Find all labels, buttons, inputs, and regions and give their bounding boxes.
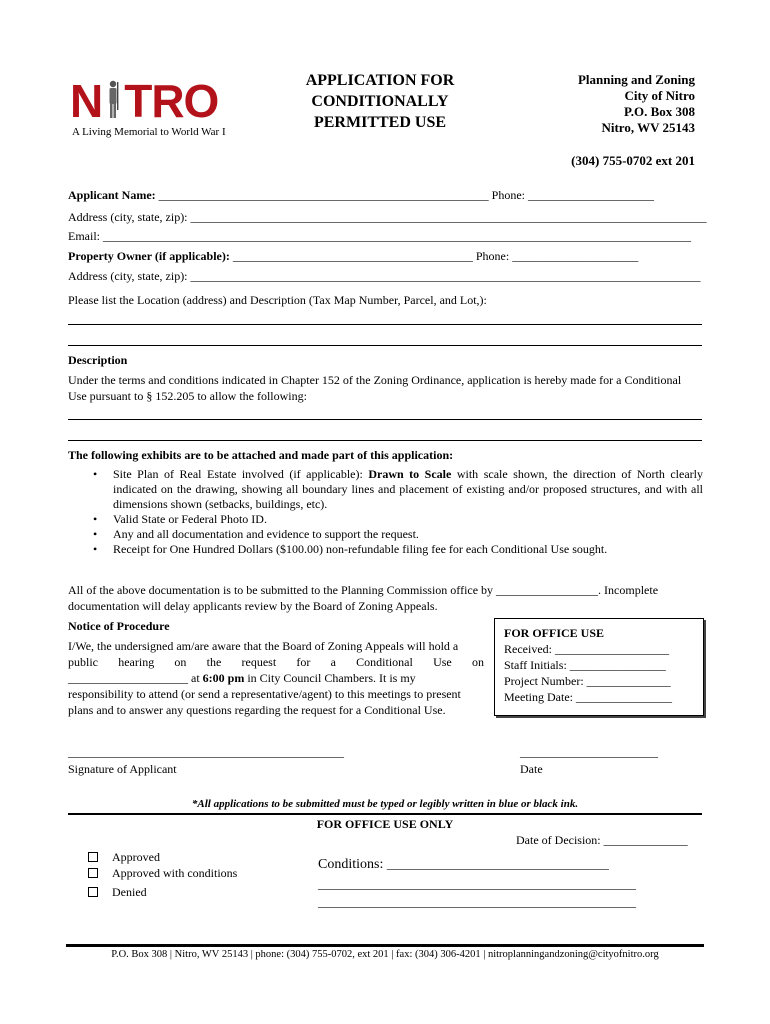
email-label: Email: [68, 229, 100, 243]
org-citystate: Nitro, WV 25143 [601, 120, 695, 135]
office-project-field[interactable]: Project Number: ______________ [504, 674, 671, 688]
footer-contact: P.O. Box 308 | Nitro, WV 25143 | phone: (304) 755-0702, ext 201 | fax: (304) 306-4201 | nitroplanningandzoning@cityofnitro.org [111, 949, 659, 960]
owner-field[interactable]: ________________________________________ [232, 249, 473, 263]
section-separator [68, 813, 702, 815]
notice-heading: Notice of Procedure [68, 619, 170, 633]
title-line-3: PERMITTED USE [313, 114, 447, 131]
conditions-field-1[interactable]: _____________________________________ [386, 857, 609, 871]
signature-label: Signature of Applicant [68, 762, 177, 776]
city-logo [70, 75, 226, 138]
notice-word: request [241, 655, 277, 669]
org-dept: Planning and Zoning [577, 72, 695, 87]
notice-line-3 [68, 671, 416, 686]
applicant-address-row [68, 210, 707, 225]
notice-line-2 [68, 655, 484, 670]
date-field[interactable]: _______________________ [520, 745, 658, 759]
notice-line-4: responsibility to attend (or send a representative/agent) to this meetings to present [68, 687, 461, 701]
org-city: City of Nitro [624, 88, 695, 103]
exhibits-list [68, 467, 753, 557]
office-staff-field[interactable]: Staff Initials: ________________ [504, 658, 666, 672]
office-only-heading: FOR OFFICE USE ONLY [316, 817, 454, 831]
notice-word: Use [433, 655, 452, 669]
option-denied-label: Denied [112, 885, 147, 899]
checkbox-icon[interactable] [88, 852, 98, 862]
office-meeting-field[interactable]: Meeting Date: ________________ [504, 690, 672, 704]
notice-word: Conditional [356, 655, 413, 669]
option-approved-conditions-label: Approved with conditions [112, 866, 238, 880]
conditions-row [318, 857, 609, 873]
notice-line-5: plans and to answer any questions regarding the request for a Conditional Use. [68, 703, 446, 717]
notice-word: a [330, 655, 336, 669]
applicant-address-field[interactable]: ______________________________________________________________________________________ [190, 210, 707, 224]
hearing-date-field[interactable]: ____________________ at [68, 671, 203, 685]
org-address [578, 72, 695, 136]
applicant-row [68, 188, 654, 203]
office-use-box [494, 618, 704, 716]
form-title [280, 70, 480, 133]
decision-date-field[interactable]: Date of Decision: ______________ [516, 833, 688, 847]
signature-field[interactable]: ______________________________________________ [68, 745, 344, 759]
soldier-icon [103, 80, 123, 120]
description-line-1[interactable] [68, 419, 702, 420]
date-label: Date [520, 762, 543, 776]
exhibit-site-plan-detail: with scale shown, the direction of North clearly indicated on the drawing, showing all boundary lines and placement of existing and/or proposed structures, and with all dimensions shown (setbacks, buildings, etc). [113, 467, 703, 511]
logo-tagline: A Living Memorial to World War I [72, 126, 226, 138]
hearing-time: 6:00 pm [202, 671, 245, 685]
title-line-2: CONDITIONALLY [311, 93, 449, 110]
exhibit-drawn-to-scale: Drawn to Scale [368, 467, 452, 481]
logo-letters-tro: TRO [124, 75, 219, 127]
applicant-name-field[interactable]: _______________________________________________________ [158, 188, 489, 202]
conditions-label: Conditions: [318, 857, 387, 872]
title-line-1: APPLICATION FOR [305, 72, 455, 89]
applicant-address-label: Address (city, state, zip): [68, 210, 188, 224]
applicant-phone-label: Phone: [491, 188, 526, 202]
exhibit-documentation: • Any and all documentation and evidence to support the request. [113, 527, 753, 542]
option-approved[interactable] [88, 850, 160, 865]
option-denied[interactable] [88, 885, 147, 900]
email-field[interactable]: __________________________________________________________________________________________________ [103, 229, 691, 243]
location-prompt: Please list the Location (address) and Description (Tax Map Number, Parcel, and Lot,): [68, 293, 487, 307]
applicant-name-label: Applicant Name: [68, 188, 156, 202]
owner-address-field[interactable]: _____________________________________________________________________________________ [190, 269, 701, 283]
exhibit-site-plan [113, 467, 703, 512]
exhibit-receipt: • Receipt for One Hundred Dollars ($100.00) non-refundable filing fee for each Conditional Use sought. [113, 542, 753, 557]
exhibit-site-plan-text: Site Plan of Real Estate involved (if applicable): [113, 467, 369, 481]
notice-line-1: I/We, the undersigned am/are aware that the Board of Zoning Appeals will hold a [68, 639, 459, 653]
applicant-phone-field[interactable]: _____________________ [528, 188, 655, 202]
conditions-field-2[interactable]: _____________________________________________________ [318, 877, 636, 891]
conditions-field-3[interactable]: _____________________________________________________ [318, 895, 636, 909]
footer-rule [66, 944, 704, 947]
org-pobox: P.O. Box 308 [623, 104, 695, 119]
submission-line-1: All of the above documentation is to be submitted to the Planning Commission office by _________________. Incomplete [68, 583, 659, 597]
email-row [68, 229, 691, 244]
notice-word: for [296, 655, 311, 669]
logo-letter-n: N [70, 75, 103, 127]
description-text-1: Under the terms and conditions indicated in Chapter 152 of the Zoning Ordinance, application is hereby made for a Conditional [68, 373, 682, 387]
office-use-heading: FOR OFFICE USE [504, 626, 605, 640]
notice-word: the [206, 655, 222, 669]
option-approved-conditions[interactable] [88, 866, 237, 881]
submission-line-2: documentation will delay applicants review by the Board of Zoning Appeals. [68, 599, 438, 613]
exhibit-photo-id: • Valid State or Federal Photo ID. [113, 512, 753, 527]
owner-phone-field[interactable]: _____________________ [512, 249, 639, 263]
exhibits-heading: The following exhibits are to be attached and made part of this application: [68, 448, 454, 462]
description-line-2[interactable] [68, 440, 702, 441]
notice-word: public [68, 655, 98, 669]
logo-wordmark [70, 75, 219, 127]
owner-row [68, 249, 638, 264]
location-line-1[interactable] [68, 324, 702, 325]
owner-address-row [68, 269, 701, 284]
checkbox-icon[interactable] [88, 868, 98, 878]
owner-label: Property Owner (if applicable): [68, 249, 230, 263]
org-phone: (304) 755-0702 ext 201 [571, 153, 695, 168]
description-text-2: Use pursuant to § 152.205 to allow the following: [68, 389, 307, 403]
office-received-field[interactable]: Received: ___________________ [504, 642, 669, 656]
description-heading: Description [68, 353, 128, 367]
owner-phone-label: Phone: [475, 249, 510, 263]
location-line-2[interactable] [68, 345, 702, 346]
ink-note: *All applications to be submitted must be typed or legibly written in blue or black ink. [191, 798, 579, 810]
notice-line-3-text: in City Council Chambers. It is my [244, 671, 416, 685]
notice-word: hearing [118, 655, 155, 669]
option-approved-label: Approved [112, 850, 160, 864]
notice-word: on [471, 655, 484, 669]
owner-address-label: Address (city, state, zip): [68, 269, 188, 283]
notice-word: on [174, 655, 187, 669]
checkbox-icon[interactable] [88, 887, 98, 897]
